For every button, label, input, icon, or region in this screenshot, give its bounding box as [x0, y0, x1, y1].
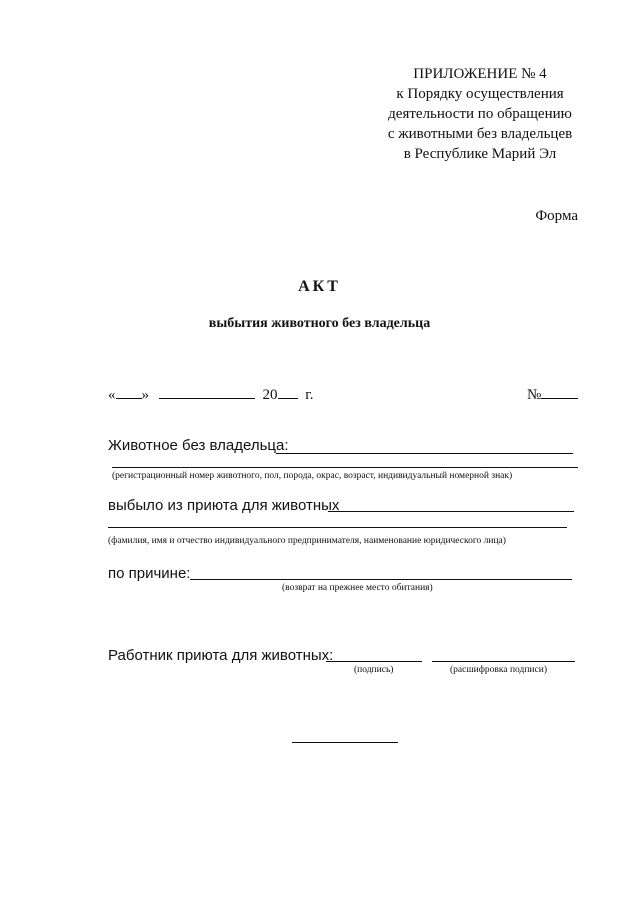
year-blank[interactable]	[278, 384, 298, 399]
animal-field-line-2[interactable]	[112, 467, 578, 468]
animal-label: Животное без владельца:	[108, 437, 289, 454]
worker-label: Работник приюта для животных:	[108, 647, 334, 664]
signature-line[interactable]	[326, 661, 422, 662]
form-label: Форма	[535, 208, 578, 224]
document-title: АКТ	[298, 278, 341, 295]
reason-caption: (возврат на прежнее место обитания)	[282, 583, 433, 593]
reason-label: по причине:	[108, 565, 191, 582]
year-suffix: г.	[305, 387, 314, 403]
date-row	[108, 384, 313, 404]
month-blank[interactable]	[159, 384, 255, 399]
animal-field-line-1[interactable]	[276, 453, 573, 454]
shelter-caption: (фамилия, имя и отчество индивидуального предпринимателя, наименование юридического лица)	[108, 536, 506, 546]
day-blank[interactable]	[116, 384, 142, 399]
shelter-field-line-1[interactable]	[328, 511, 574, 512]
open-quote: «	[108, 387, 116, 403]
signature-caption: (подпись)	[354, 665, 394, 675]
appendix-line-2: к Порядку осуществления	[396, 86, 564, 102]
appendix-header	[380, 64, 580, 164]
year-prefix: 20	[262, 387, 278, 403]
number-row	[527, 384, 578, 404]
appendix-line-4: с животными без владельцев	[387, 126, 573, 142]
appendix-line-5: в Республике Марий Эл	[403, 146, 557, 162]
shelter-field-line-2[interactable]	[108, 527, 567, 528]
close-quote: »	[141, 387, 149, 403]
decoding-caption: (расшифровка подписи)	[450, 665, 547, 675]
shelter-label: выбыло из приюта для животных	[108, 497, 340, 514]
appendix-number: ПРИЛОЖЕНИЕ № 4	[413, 66, 547, 82]
animal-caption: (регистрационный номер животного, пол, порода, окрас, возраст, индивидуальный номерной знак)	[112, 471, 513, 481]
closing-separator	[292, 742, 398, 743]
signature-decoding-line[interactable]	[432, 661, 575, 662]
number-blank[interactable]	[541, 384, 578, 399]
number-label: №	[527, 387, 542, 403]
reason-field-line[interactable]	[190, 579, 572, 580]
appendix-line-3: деятельности по обращению	[388, 106, 572, 122]
document-subtitle: выбытия животного без владельца	[208, 316, 431, 331]
